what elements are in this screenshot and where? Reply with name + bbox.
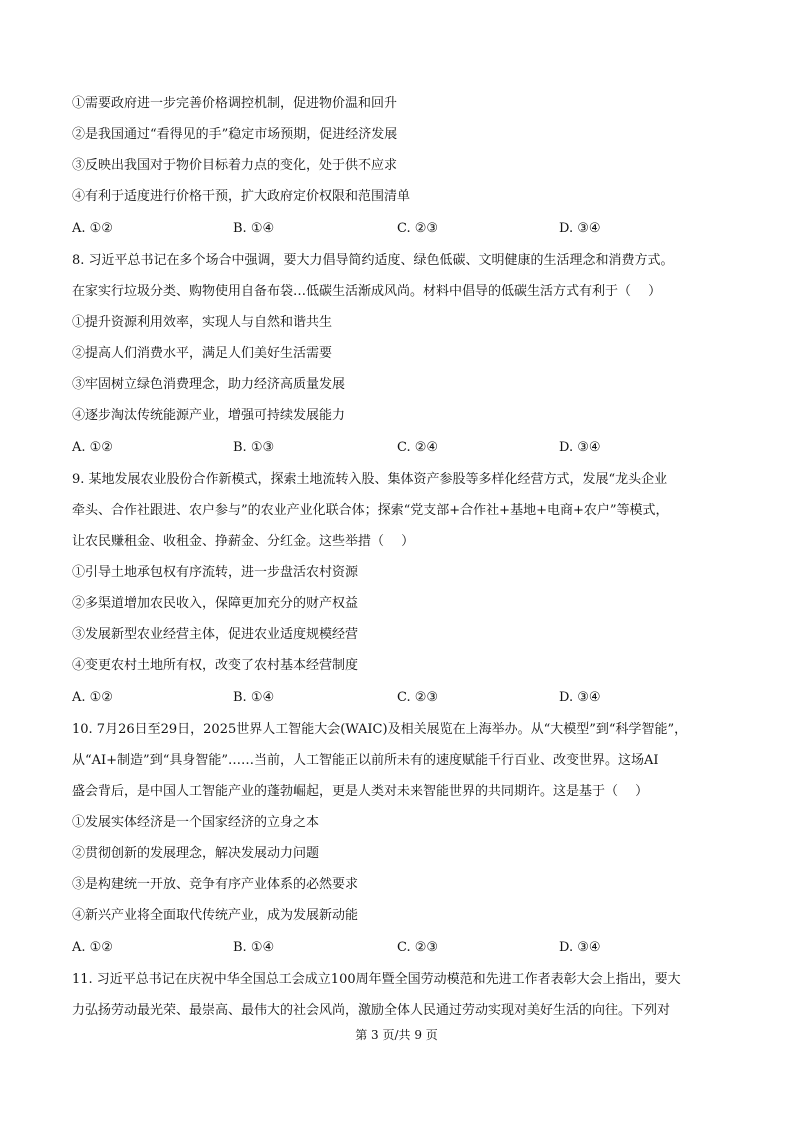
q10-option-c: C. ②③: [397, 940, 439, 955]
q8-item-3: ③牢固树立绿色消费理念，助力经济高质量发展: [72, 377, 346, 392]
q7-item-4: ④有利于适度进行价格干预，扩大政府定价权限和范围清单: [72, 189, 411, 204]
q9-option-a: A. ①②: [72, 690, 113, 705]
q8-option-c: C. ②④: [397, 440, 439, 455]
q9-item-4: ④变更农村土地所有权，改变了农村基本经营制度: [72, 658, 359, 673]
q8-item-4: ④逐步淘汰传统能源产业，增强可持续发展能力: [72, 408, 346, 423]
q8-option-d: D. ③④: [559, 440, 601, 455]
q11-stem-line-2: 力弘扬劳动最光荣、最崇高、最伟大的社会风尚，激励全体人民通过劳动实现对美好生活的向往。下列对: [72, 1003, 671, 1018]
q9-option-d: D. ③④: [559, 690, 601, 705]
q8-option-a: A. ①②: [72, 440, 113, 455]
q10-option-d: D. ③④: [559, 940, 601, 955]
q8-stem-line-1: 8. 习近平总书记在多个场合中强调，要大力倡导简约适度、绿色低碳、文明健康的生活理念和消费方式。: [72, 253, 674, 268]
q9-stem-line-1: 9. 某地发展农业股份合作新模式，探索土地流转入股、集体资产参股等多样化经营方式，发展“龙头企业: [72, 472, 668, 487]
q10-option-a: A. ①②: [72, 940, 113, 955]
q9-item-3: ③发展新型农业经营主体，促进农业适度规模经营: [72, 627, 359, 642]
q9-stem-line-2: 牵头、合作社跟进、农户参与”的农业产业化联合体；探索“党支部+合作社+基地+电商+农户”等模式，: [72, 503, 669, 518]
q10-stem-line-2: 从“AI+制造”到“具身智能”……当前，人工智能正以前所未有的速度赋能千行百业、改变世界。这场AI: [72, 753, 659, 768]
q10-item-1: ①发展实体经济是一个国家经济的立身之本: [72, 815, 320, 830]
q10-options: [72, 940, 732, 956]
q8-option-b: B. ①③: [233, 440, 275, 455]
q9-options: [72, 690, 732, 706]
q11-stem-line-1: 11. 习近平总书记在庆祝中华全国总工会成立100周年暨全国劳动模范和先进工作者表彰大会上指出，要大: [72, 972, 681, 987]
q9-option-b: B. ①④: [233, 690, 275, 705]
q9-item-2: ②多渠道增加农民收入，保障更加充分的财产权益: [72, 596, 359, 611]
q9-option-c: C. ②③: [397, 690, 439, 705]
q8-stem-line-2: 在家实行垃圾分类、购物使用自备布袋…低碳生活渐成风尚。材料中倡导的低碳生活方式有利于（ ）: [72, 284, 662, 299]
q10-item-3: ③是构建统一开放、竞争有序产业体系的必然要求: [72, 877, 359, 892]
q8-item-2: ②提高人们消费水平，满足人们美好生活需要: [72, 346, 333, 361]
q7-option-a: A. ①②: [72, 221, 113, 236]
q8-options: [72, 440, 732, 456]
q10-stem-line-1: 10. 7月26日至29日，2025世界人工智能大会(WAIC)及相关展览在上海举办。从“大模型”到“科学智能”，: [72, 722, 688, 737]
q9-item-1: ①引导土地承包权有序流转，进一步盘活农村资源: [72, 565, 359, 580]
q10-item-2: ②贯彻创新的发展理念，解决发展动力问题: [72, 846, 320, 861]
q10-item-4: ④新兴产业将全面取代传统产业，成为发展新动能: [72, 908, 359, 923]
q7-option-d: D. ③④: [559, 221, 601, 236]
q10-stem-line-3: 盛会背后，是中国人工智能产业的蓬勃崛起，更是人类对未来智能世界的共同期许。这是基于（ ）: [72, 784, 649, 799]
q7-option-c: C. ②③: [397, 221, 439, 236]
q7-item-1: ①需要政府进一步完善价格调控机制，促进物价温和回升: [72, 96, 398, 111]
q9-stem-line-3: 让农民赚租金、收租金、挣薪金、分红金。这些举措（ ）: [72, 534, 415, 549]
page-number: 第 3 页/共 9 页: [355, 1028, 438, 1042]
q7-item-3: ③反映出我国对于物价目标着力点的变化，处于供不应求: [72, 158, 398, 173]
q7-options: [72, 221, 732, 237]
q8-item-1: ①提升资源利用效率，实现人与自然和谐共生: [72, 315, 333, 330]
q7-option-b: B. ①④: [233, 221, 275, 236]
q10-option-b: B. ①④: [233, 940, 275, 955]
q7-item-2: ②是我国通过“看得见的手”稳定市场预期，促进经济发展: [72, 127, 398, 142]
